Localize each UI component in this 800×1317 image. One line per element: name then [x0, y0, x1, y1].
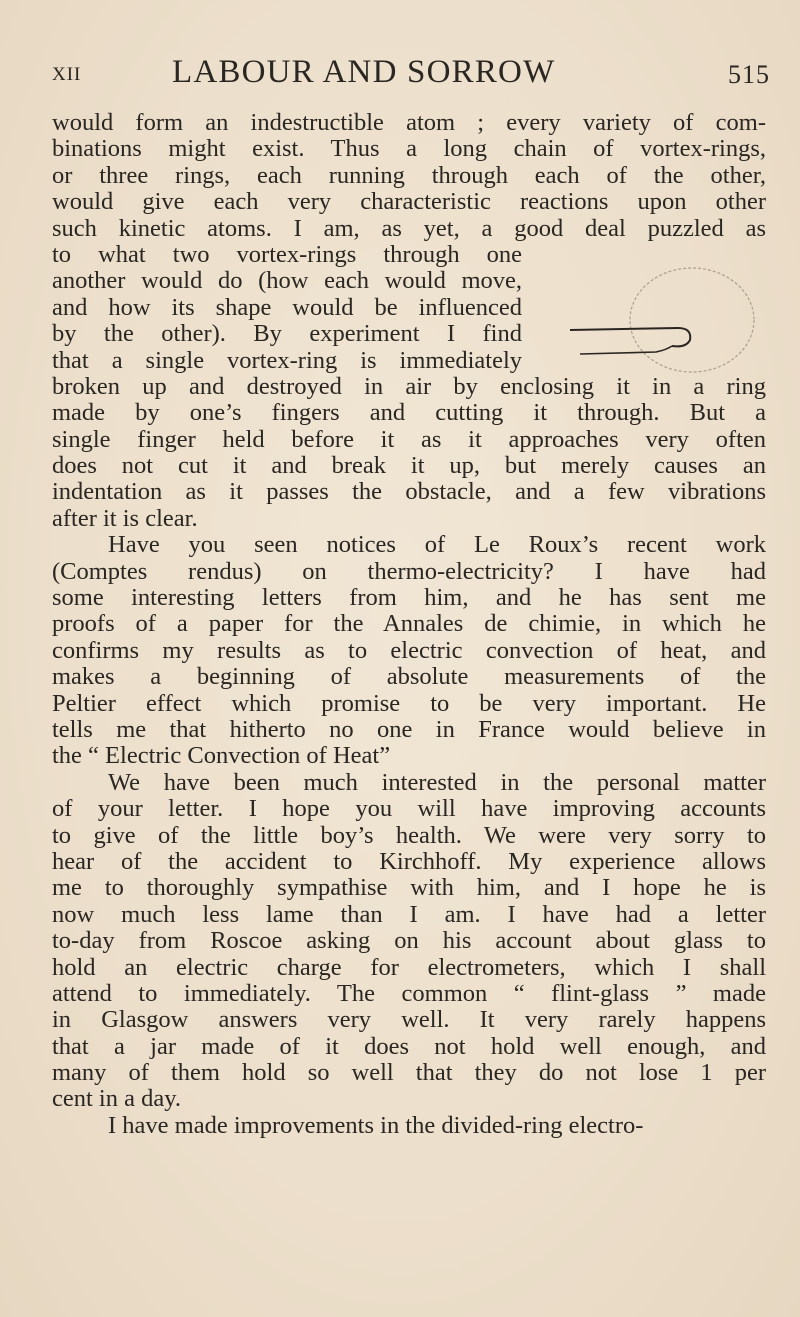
- text-line: and how its shape would be influenced: [52, 293, 522, 321]
- text-line: to give of the little boy’s health. We were very sorry to: [52, 821, 766, 849]
- text-line: the “ Electric Convection of Heat”: [52, 742, 391, 770]
- text-line: to what two vortex-rings through one: [52, 240, 522, 268]
- paragraph-4: [52, 1113, 766, 1139]
- text-line: indentation as it passes the obstacle, and a few vibrations: [52, 478, 766, 506]
- text-line: that a single vortex-ring is immediately: [52, 346, 522, 374]
- text-line: confirms my results as to electric convection of heat, and: [52, 636, 766, 664]
- text-line: tells me that hitherto no one in France would believe in: [52, 715, 766, 743]
- text-line: broken up and destroyed in air by enclosing it in a ring: [52, 372, 766, 400]
- text-line: me to thoroughly sympathise with him, and I hope he is: [52, 874, 766, 902]
- chapter-number: XII: [52, 64, 82, 85]
- text-line: would form an indestructible atom ; every variety of com-: [52, 109, 766, 136]
- running-header: [52, 54, 770, 94]
- text-line: many of them hold so well that they do not lose 1 per: [52, 1059, 766, 1087]
- text-line: that a jar made of it does not hold well enough, and: [52, 1032, 766, 1060]
- text-line: made by one’s fingers and cutting it through. But a: [52, 399, 766, 427]
- paragraph-2: [52, 532, 766, 770]
- text-line: such kinetic atoms. I am, as yet, a good deal puzzled as: [52, 214, 766, 242]
- text-line: single finger held before it as it approaches very often: [52, 425, 766, 453]
- text-line: makes a beginning of absolute measurements of the: [52, 663, 766, 691]
- text-line: proofs of a paper for the Annales de chimie, in which he: [52, 610, 766, 638]
- running-title: LABOUR AND SORROW: [172, 54, 556, 90]
- text-line: cent in a day.: [52, 1085, 182, 1113]
- text-line: hear of the accident to Kirchhoff. My experience allows: [52, 847, 766, 875]
- text-line: to-day from Roscoe asking on his account about glass to: [52, 927, 766, 955]
- text-line: (Comptes rendus) on thermo-electricity? I have had: [52, 557, 766, 585]
- text-line: binations might exist. Thus a long chain of vortex-rings,: [52, 135, 766, 163]
- page-number: 515: [728, 60, 770, 89]
- text-line: some interesting letters from him, and he has sent me: [52, 584, 766, 612]
- paragraph-3: [52, 770, 766, 1113]
- text-line: I have made improvements in the divided-ring electro-: [108, 1111, 644, 1139]
- text-line: or three rings, each running through each of the other,: [52, 161, 766, 189]
- text-line: We have been much interested in the personal matter: [108, 768, 766, 796]
- text-line: by the other). By experiment I find: [52, 320, 522, 348]
- text-line: hold an electric charge for electrometers, which I shall: [52, 953, 766, 981]
- page-body: [52, 110, 766, 1139]
- text-line: another would do (how each would move,: [52, 267, 522, 295]
- paragraph-1: [52, 110, 766, 532]
- text-line: of your letter. I hope you will have improving accounts: [52, 795, 766, 823]
- text-line: Have you seen notices of Le Roux’s recent work: [108, 531, 766, 559]
- text-line: would give each very characteristic reactions upon other: [52, 188, 766, 216]
- text-line: in Glasgow answers very well. It very rarely happens: [52, 1006, 766, 1034]
- text-line: attend to immediately. The common “ flint-glass ” made: [52, 979, 766, 1007]
- text-line: does not cut it and break it up, but merely causes an: [52, 452, 766, 480]
- text-line: Peltier effect which promise to be very important. He: [52, 689, 766, 717]
- text-line: after it is clear.: [52, 504, 198, 532]
- text-line: now much less lame than I am. I have had a letter: [52, 900, 766, 928]
